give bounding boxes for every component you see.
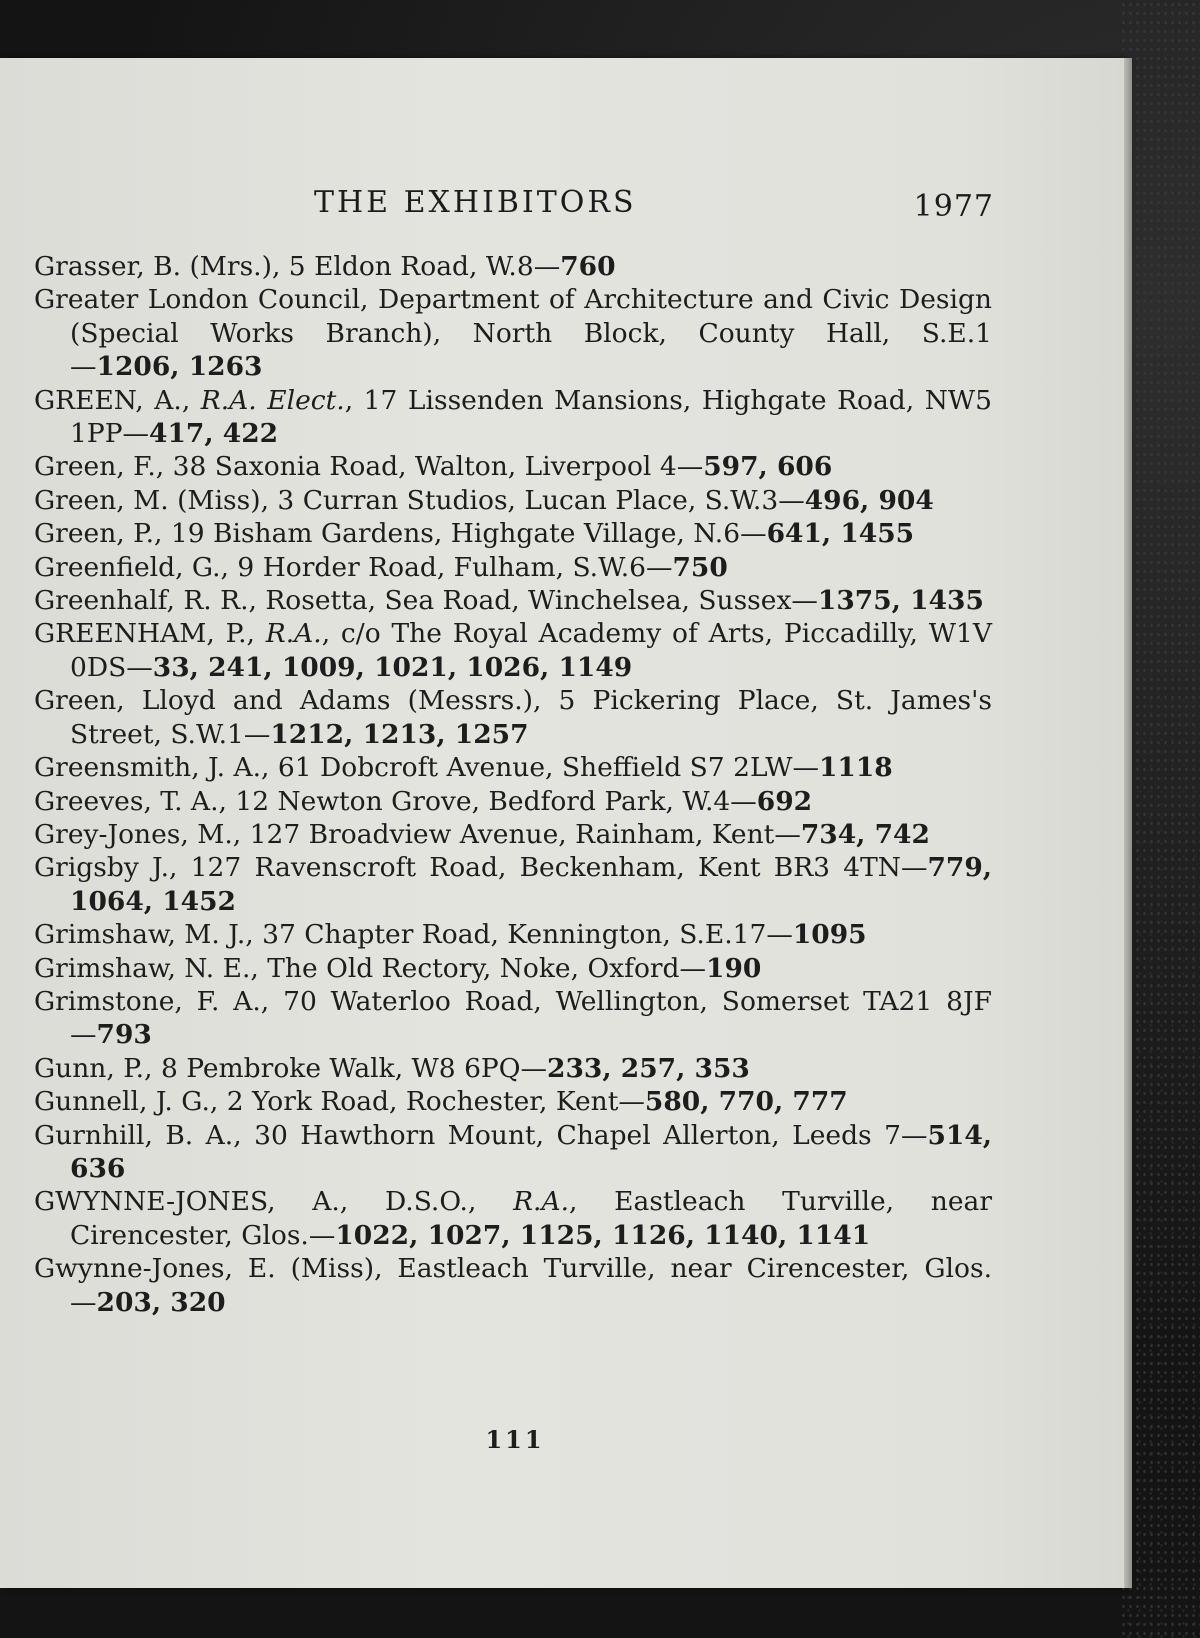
list-item: Greenhalf, R. R., Rosetta, Sea Road, Winchelsea, Sussex—1375, 1435 [34,585,984,617]
list-item: Grimshaw, M. J., 37 Chapter Road, Kennington, S.E.17—1095 [34,919,867,951]
list-item: Green, P., 19 Bisham Gardens, Highgate Village, N.6—641, 1455 [34,518,915,550]
page-year: 1977 [913,189,994,224]
list-item: Greater London Council, Department of Architecture and Civic Design (Special Works Branch), North Block, County Hall, S.E.1—1206, 1263 [34,284,992,383]
list-item: Gunn, P., 8 Pembroke Walk, W8 6PQ—233, 257, 353 [34,1052,750,1084]
list-item: Green, M. (Miss), 3 Curran Studios, Lucan Place, S.W.3—496, 904 [34,484,934,516]
list-item: Gunnell, J. G., 2 York Road, Rochester, Kent—580, 770, 777 [34,1086,848,1118]
list-item: Grey-Jones, M., 127 Broadview Avenue, Rainham, Kent—734, 742 [34,818,930,850]
list-item: Gwynne-Jones, E. (Miss), Eastleach Turville, near Cirencester, Glos.—203, 320 [34,1253,992,1318]
list-item: Grasser, B. (Mrs.), 5 Eldon Road, W.8—760 [34,251,616,282]
list-item: Green, F., 38 Saxonia Road, Walton, Liverpool 4—597, 606 [34,451,833,483]
background-texture [1120,0,1200,1638]
page-title: THE EXHIBITORS [314,185,637,220]
list-item: Greensmith, J. A., 61 Dobcroft Avenue, Sheffield S7 2LW—1118 [34,752,893,784]
page-edge [1124,58,1132,1588]
list-item: Grigsby J., 127 Ravenscroft Road, Beckenham, Kent BR3 4TN—779, 1064, 1452 [34,852,992,917]
list-item: Grimstone, F. A., 70 Waterloo Road, Wellington, Somerset TA21 8JF—793 [34,985,992,1051]
list-item: GWYNNE-JONES, A., D.S.O., R.A., Eastleach Turville, near Cirencester, Glos.—1022, 1027, 1125, 1126, 1140, 1141 [34,1186,992,1251]
list-item: Greeves, T. A., 12 Newton Grove, Bedford Park, W.4—692 [34,785,813,817]
list-item: Gurnhill, B. A., 30 Hawthorn Mount, Chapel Allerton, Leeds 7—514, 636 [34,1119,992,1184]
list-item: GREEN, A., R.A. Elect., 17 Lissenden Mansions, Highgate Road, NW5 1PP—417, 422 [34,384,992,450]
running-head [34,185,994,225]
list-item: Greenfield, G., 9 Horder Road, Fulham, S.W.6—750 [34,551,728,583]
exhibitor-list [34,250,992,1319]
page-number: 111 [485,1425,545,1454]
list-item: GREENHAM, P., R.A., c/o The Royal Academy of Arts, Piccadilly, W1V 0DS—33, 241, 1009, 1021, 1026, 1149 [34,618,992,683]
book-page [0,58,1124,1588]
list-item: Grimshaw, N. E., The Old Rectory, Noke, Oxford—190 [34,952,762,984]
list-item: Green, Lloyd and Adams (Messrs.), 5 Pickering Place, St. James's Street, S.W.1—1212, 1213, 1257 [34,685,992,750]
